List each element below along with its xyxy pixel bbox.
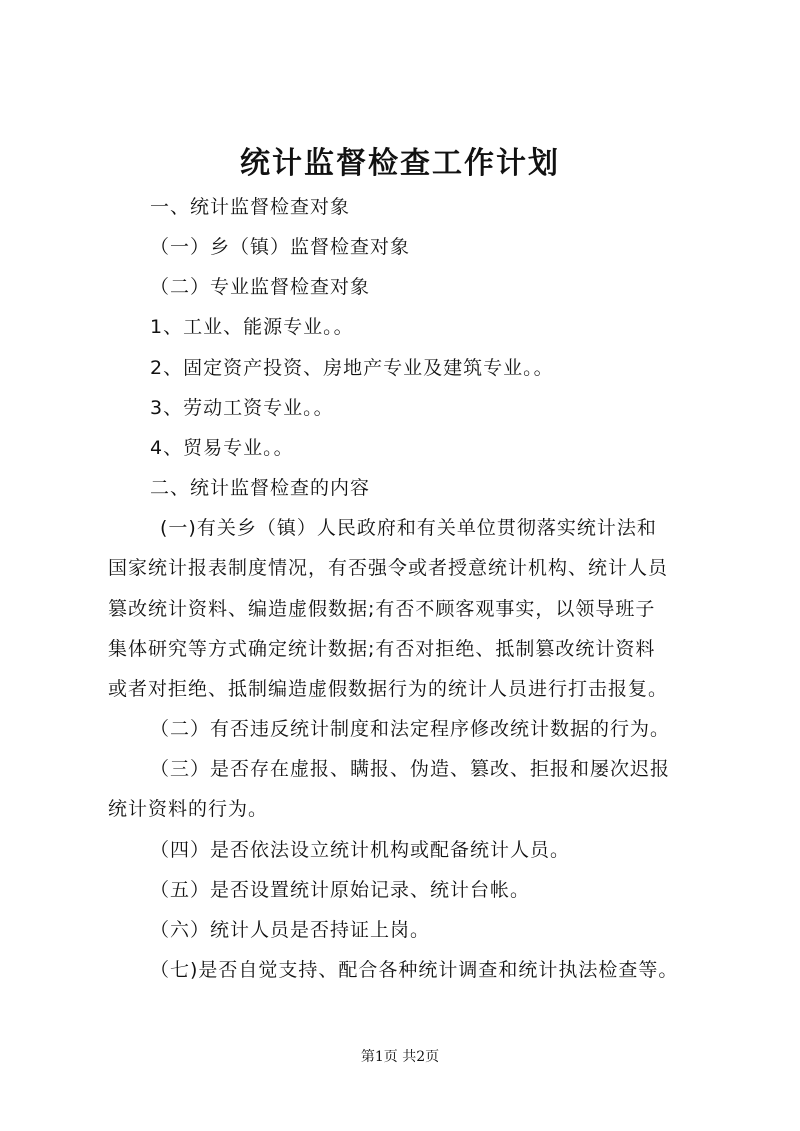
- list-item: 1、工业、能源专业。。: [150, 316, 354, 338]
- paragraph-line: 或者对拒绝、抵制编造虚假数据行为的统计人员进行打击报复。: [108, 678, 669, 700]
- subsection-heading: （一）乡（镇）监督检查对象: [150, 236, 411, 258]
- section-heading: 二、统计监督检查的内容: [150, 477, 371, 499]
- paragraph-line: （四）是否依法设立统计机构或配备统计人员。: [150, 839, 571, 861]
- paragraph-line: (一)有关乡（镇）人民政府和有关单位贯彻落实统计法和: [160, 517, 657, 539]
- section-heading: 一、统计监督检查对象: [150, 196, 351, 218]
- paragraph-line: 统计资料的行为。: [108, 798, 269, 820]
- paragraph-line: （七)是否自觉支持、配合各种统计调查和统计执法检查等。: [150, 959, 679, 981]
- list-item: 4、贸易专业。。: [150, 437, 294, 459]
- paragraph-line: 国家统计报表制度情况，有否强令或者授意统计机构、统计人员: [108, 557, 669, 579]
- list-item: 2、固定资产投资、房地产专业及建筑专业。。: [150, 357, 554, 379]
- document-title: 统计监督检查工作计划: [240, 146, 560, 181]
- paragraph-line: 篡改统计资料、编造虚假数据;有否不顾客观事实，以领导班子: [108, 598, 656, 620]
- paragraph-line: （六）统计人员是否持证上岗。: [150, 919, 431, 941]
- subsection-heading: （二）专业监督检查对象: [150, 276, 371, 298]
- page-number: 第1页 共2页: [360, 1049, 440, 1065]
- paragraph-line: （三）是否存在虚报、瞒报、伪造、篡改、拒报和屡次迟报: [150, 758, 671, 780]
- paragraph-line: （二）有否违反统计制度和法定程序修改统计数据的行为。: [150, 718, 671, 740]
- list-item: 3、劳动工资专业。。: [150, 397, 334, 419]
- paragraph-line: （五）是否设置统计原始记录、统计台帐。: [150, 879, 531, 901]
- paragraph-line: 集体研究等方式确定统计数据;有否对拒绝、抵制篡改统计资料: [108, 638, 656, 660]
